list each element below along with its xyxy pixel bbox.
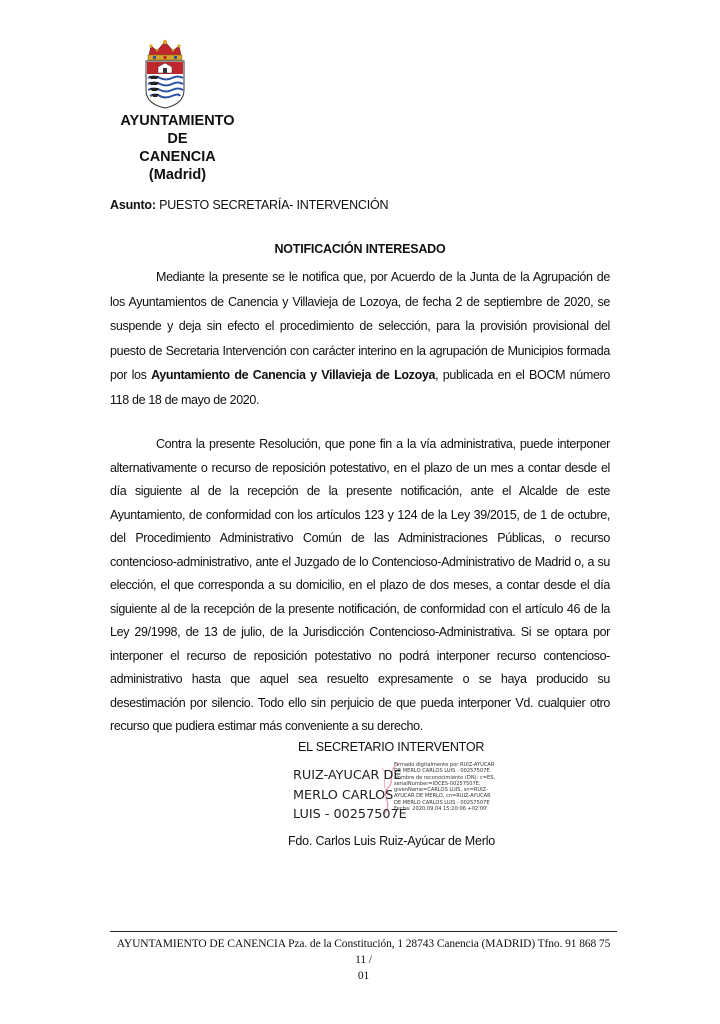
- digital-signature-name-line: RUIZ-AYUCAR DE: [293, 768, 402, 783]
- digital-signature-detail-line: serialNumber=IDCES-00257507E,: [394, 780, 481, 787]
- footer-divider: [110, 931, 617, 932]
- digital-signature-detail-line: DE MERLO CARLOS LUIS - 00257507E: [394, 799, 490, 806]
- paragraph2-text: Contra la presente Resolución, que pone fin a la vía administrativa, puede interponer alternativamente o recurso de reposición potestativo, en el plazo de un mes a contar desde el día siguiente al de la recepción de la presente notificación, ante el Alcalde de este Ayuntamiento, de conformidad con los artículos 123 y 124 de la Ley 39/2015, de 1 de octubre, del Procedimiento Administrativo Común de las Administraciones Públicas, o recurso contencioso-administrativo, ante el Juzgado de lo Contencioso-Administrativo de Madrid o, a su elección, el que corresponda a su domicilio, en el plazo de dos meses, a contar desde el día siguiente al de la recepción de la presente notificación, de conformidad con el artículo 46 de la Ley 29/1998, de 13 de julio, de la Jurisdicción Contencioso-Administrativa. Si se optara por interponer el recurso de reposición potestativo no podrá interponer recurso contencioso-administrativo hasta que aquel sea resuelto expresamente o se haya producido su desestimación por silencio. Todo ello sin perjuicio de que pueda interponer Vd. cualquier otro recurso que pudiera estimar más conveniente a su derecho.: [110, 437, 610, 733]
- digital-signature-name: [293, 766, 407, 825]
- appeal-paragraph: [110, 433, 610, 739]
- notice-title: NOTIFICACIÓN INTERESADO: [274, 242, 446, 256]
- footer: [110, 936, 617, 984]
- subject-label: Asunto:: [110, 198, 156, 212]
- footer-address-continued: 01: [357, 970, 370, 982]
- paragraph1-text: Mediante la presente se le notifica que, por Acuerdo de la Junta de la Agrupación de los Ayuntamientos de Canencia y Villavieja de Lozoya, de fecha 2 de septiembre de 2020, se suspende y deja sin efecto el procedimiento de selección, para la provisión provisional del puesto de Secretaria Intervención con carácter interino en la agrupación de Municipios formada por los: [110, 270, 610, 383]
- municipality-line: CANENCIA: [139, 149, 216, 165]
- subject-line: [110, 198, 388, 212]
- digital-signature-detail-line: Firmado digitalmente por RUIZ-AYUCAR: [394, 762, 495, 768]
- municipality-line: DE: [167, 131, 188, 147]
- paragraph1-text-end: , publicada en el BOCM número 118 de 18 de mayo de 2020.: [110, 368, 610, 407]
- notification-paragraph: [110, 265, 610, 413]
- signer-title: EL SECRETARIO INTERVENTOR: [298, 740, 485, 754]
- coat-of-arms-icon: [140, 38, 190, 110]
- digital-signature-name-line: MERLO CARLOS: [293, 787, 394, 803]
- digital-signature-name-line: LUIS - 00257507E: [293, 807, 407, 822]
- digital-signature-detail-line: DE MERLO CARLOS LUIS - 00257507E: [394, 768, 490, 775]
- digital-signature-details: [394, 762, 496, 812]
- subject-value: PUESTO SECRETARÍA- INTERVENCIÓN: [159, 198, 389, 212]
- municipality-line: AYUNTAMIENTO: [120, 113, 235, 129]
- signer-name: Fdo. Carlos Luis Ruiz-Ayúcar de Merlo: [288, 834, 496, 848]
- paragraph1-bold-entities: Ayuntamiento de Canencia y Villavieja de Lozoya: [151, 368, 436, 383]
- municipality-line: (Madrid): [148, 167, 207, 183]
- digital-signature-detail-line: givenName=CARLOS LUIS, sn=RUIZ-: [394, 787, 488, 794]
- digital-signature-detail-line: Nombre de reconocimiento (DN): c=ES,: [394, 774, 496, 781]
- digital-signature-detail-line: Fecha: 2020.09.04 15:20:06 +02'00': [394, 806, 488, 813]
- footer-address: AYUNTAMIENTO DE CANENCIA Pza. de la Constitución, 1 28743 Canencia (MADRID) Tfno. 91 868 75 11 /: [116, 938, 611, 966]
- digital-signature-detail-line: AYUCAR DE MERLO, cn=RUIZ-AYUCAR: [394, 793, 491, 800]
- municipality-name: [110, 112, 245, 184]
